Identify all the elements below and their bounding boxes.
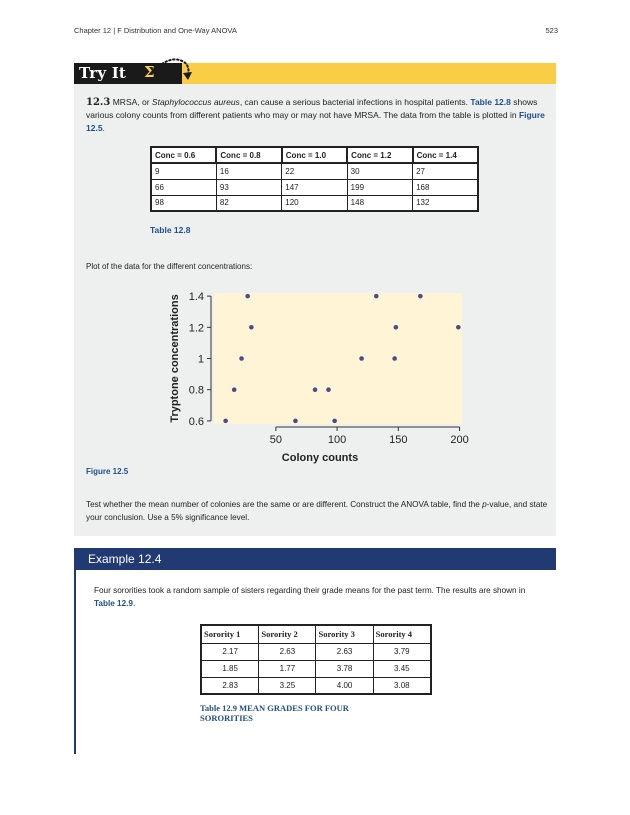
- table-cell: 4.00: [316, 677, 373, 694]
- table-cell: 98: [151, 195, 216, 211]
- column-header: Sorority 2: [259, 625, 316, 643]
- column-header: Conc = 1.2: [347, 147, 412, 163]
- table-cell: 168: [413, 179, 478, 195]
- data-point: [239, 356, 244, 361]
- y-tick-label: 1: [197, 353, 204, 366]
- y-tick-label: 1.4: [188, 291, 204, 304]
- table-row: [151, 179, 478, 195]
- scatter-chart: [160, 282, 470, 467]
- try-it-text: Try It: [79, 64, 127, 82]
- question-text: [86, 498, 548, 524]
- table-cell: 148: [347, 195, 412, 211]
- table-link[interactable]: Table 12.8: [470, 97, 511, 107]
- question-part: -value, and state your conclusion. Use a 5% significance level.: [86, 500, 548, 522]
- running-head: [74, 26, 558, 35]
- data-point: [313, 387, 318, 392]
- problem-text: .: [102, 123, 105, 133]
- problem-number: 12.3: [86, 97, 111, 108]
- column-header: Conc = 0.6: [151, 147, 216, 163]
- column-header: Conc = 1.0: [282, 147, 347, 163]
- data-point: [359, 356, 364, 361]
- y-tick-label: 1.2: [188, 322, 204, 335]
- x-axis-label: Colony counts: [281, 452, 359, 464]
- problem-text: shows various colony counts from different patients who may or may not have MRSA. The data from the table is plotted in: [86, 97, 538, 120]
- table-cell: 93: [216, 179, 281, 195]
- table-header-row: [201, 625, 431, 643]
- data-point: [394, 325, 399, 330]
- table-row: [201, 677, 431, 694]
- y-tick-label: 0.8: [188, 384, 204, 397]
- problem-text: MRSA, or: [110, 97, 152, 107]
- table-cell: 3.45: [373, 660, 431, 677]
- table-header-row: [151, 147, 478, 163]
- table-cell: 199: [347, 179, 412, 195]
- data-point: [374, 294, 379, 299]
- example-title: Example 12.4: [88, 552, 162, 566]
- table-cell: 16: [216, 163, 281, 179]
- table-cell: 66: [151, 179, 216, 195]
- table-cell: 3.78: [316, 660, 373, 677]
- data-point: [249, 325, 254, 330]
- figure-caption: Figure 12.5: [86, 467, 129, 476]
- example-header: [74, 548, 556, 570]
- table-link[interactable]: Table 12.9: [94, 598, 133, 608]
- page-number: 523: [545, 26, 558, 35]
- table-cell: 82: [216, 195, 281, 211]
- table-row: [201, 643, 431, 660]
- x-tick-label: 100: [327, 434, 347, 446]
- table-cell: 1.85: [201, 660, 259, 677]
- table-caption: Table 12.9 MEAN GRADES FOR FOUR SORORITIES: [200, 703, 349, 723]
- data-point: [456, 325, 461, 330]
- table-caption: Table 12.8: [150, 225, 191, 235]
- organism-name: Staphylococcus aureus: [151, 97, 240, 107]
- problem-statement: [86, 96, 548, 135]
- concentration-table: [150, 146, 479, 212]
- sigma-icon: Σ: [144, 63, 155, 81]
- column-header: Conc = 0.8: [216, 147, 281, 163]
- table-cell: 27: [413, 163, 478, 179]
- x-tick-label: 150: [389, 434, 408, 446]
- table-cell: 22: [282, 163, 347, 179]
- table-cell: 120: [282, 195, 347, 211]
- data-point: [232, 387, 237, 392]
- dotted-arrow-icon: [160, 56, 200, 82]
- column-header: Sorority 1: [201, 625, 259, 643]
- table-row: [201, 660, 431, 677]
- data-point: [392, 356, 397, 361]
- example-part: .: [133, 598, 136, 608]
- table-row: [151, 163, 478, 179]
- table-cell: 2.83: [201, 677, 259, 694]
- table-cell: 3.79: [373, 643, 431, 660]
- y-tick-label: 0.6: [188, 415, 204, 428]
- x-tick-label: 50: [269, 434, 282, 446]
- table-cell: 2.63: [259, 643, 316, 660]
- plot-area: [214, 293, 462, 424]
- table-cell: 3.25: [259, 677, 316, 694]
- figure-link[interactable]: Figure 12.5: [86, 110, 545, 133]
- data-point: [245, 294, 250, 299]
- table-cell: 132: [413, 195, 478, 211]
- data-point: [326, 387, 331, 392]
- table-cell: 147: [282, 179, 347, 195]
- column-header: Conc = 1.4: [413, 147, 478, 163]
- example-side-rule: [74, 570, 76, 754]
- data-point: [223, 419, 228, 424]
- table-row: [151, 195, 478, 211]
- table-cell: 2.17: [201, 643, 259, 660]
- example-text: [94, 585, 538, 610]
- column-header: Sorority 3: [316, 625, 373, 643]
- x-tick-label: 200: [450, 434, 469, 446]
- question-part: Test whether the mean number of colonies are the same or are different. Construct the ANOVA table, find the: [86, 500, 483, 509]
- column-header: Sorority 4: [373, 625, 431, 643]
- data-point: [293, 419, 298, 424]
- y-axis-label: Tryptone concentrations: [169, 294, 181, 423]
- problem-text: , can cause a serious bacterial infections in hospital patients.: [239, 97, 471, 107]
- data-point: [332, 419, 337, 424]
- p-symbol: p: [482, 500, 487, 509]
- table-cell: 3.08: [373, 677, 431, 694]
- example-part: Four sororities took a random sample of sisters regarding their grade means for the past term. The results are shown in: [94, 586, 526, 595]
- table-cell: 9: [151, 163, 216, 179]
- data-point: [418, 294, 423, 299]
- plot-intro: Plot of the data for the different concentrations:: [86, 262, 253, 271]
- table-cell: 2.63: [316, 643, 373, 660]
- sorority-table: [200, 624, 432, 695]
- table-cell: 30: [347, 163, 412, 179]
- table-cell: 1.77: [259, 660, 316, 677]
- chapter-title: Chapter 12 | F Distribution and One-Way ANOVA: [74, 26, 237, 35]
